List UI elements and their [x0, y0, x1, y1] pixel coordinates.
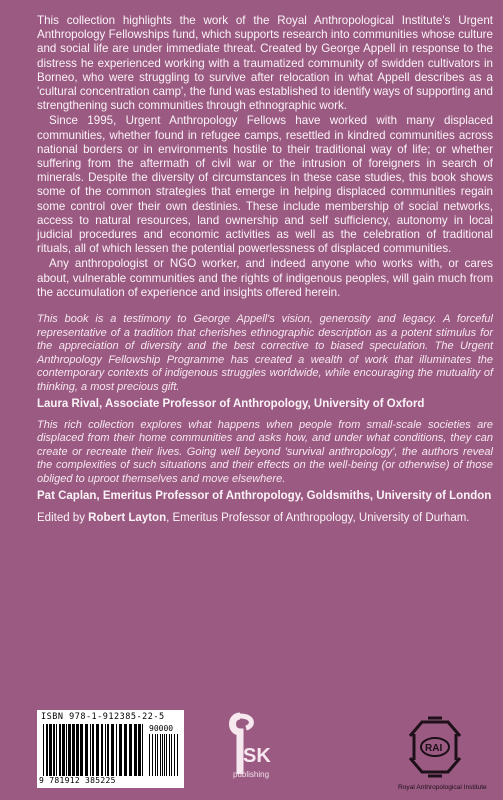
barcode-bar [155, 734, 156, 776]
description-paragraph-3: Any anthropologist or NGO worker, and indeed anyone who works with, or cares about, vulnerable communities and the rights of indigenous peoples, will gain much from the accumulation of experience and insights offered herein. [37, 257, 493, 299]
publisher-name: publishing [233, 770, 270, 779]
barcode-bar [76, 724, 79, 776]
barcode-bar [134, 724, 137, 776]
isbn-barcode [37, 710, 184, 788]
barcode-bar [160, 734, 161, 776]
barcode-bar [66, 724, 67, 776]
rai-logo-letters: RAI [425, 743, 443, 754]
barcode-bar [111, 724, 114, 776]
barcode-bar [68, 724, 71, 776]
barcode-bar [59, 724, 61, 776]
barcode-number: 9 781912 385225 [39, 776, 116, 785]
description-paragraph-2: Since 1995, Urgent Anthropology Fellows have worked with many displaced communities, whether found in refugee camps, resettled in kindred communities across national borders or in environments hostile to their traditional way of life; or whether suffering from the aftermath of civil war or the intrusion of foreigners in search of minerals. Despite the diversity of circumstances in these case studies, this book shows some of the common strategies that emerge in helping displaced communities regain some control over their own destinies. These include membership of social networks, access to natural resources, land ownership and self sufficiency, autonomy in local judicial procedures and economic activities as well as the celebration of traditional rituals, all of which lessen the potential powerlessness of displaced communities. [37, 114, 493, 256]
editor-prefix: Edited by [37, 511, 89, 524]
barcode-bar [174, 734, 175, 776]
barcode-bar [157, 734, 158, 776]
barcode-bar [166, 734, 167, 776]
blurb-attribution-2: Pat Caplan, Emeritus Professor of Anthropology, Goldsmiths, University of London [37, 489, 492, 502]
psk-publishing-logo [226, 712, 280, 792]
barcode-bar [56, 724, 57, 776]
barcode-bar [129, 724, 132, 776]
institute-name: Royal Anthropological Institute [398, 784, 487, 791]
barcode-bar [96, 724, 99, 776]
barcode-bar [49, 724, 52, 776]
barcode-bar [46, 724, 48, 776]
barcode-bar [124, 724, 127, 776]
blurb-quote-1: This book is a testimony to George Appell's vision, generosity and legacy. A forceful representative of a tradition that cherishes ethnographic description as a potent stimulus for the appreciation of diversity and the best corrective to biased speculation. The Urgent Anthropology Fellowship Programme has created a wealth of work that illuminates the contemporary contexts of indigenous struggles worldwide, while encouraging the mutuality of thinking, a most precious gift. [37, 313, 493, 394]
psk-logo-letters: SK [243, 745, 271, 767]
barcode-bar [152, 734, 153, 776]
barcode-bar [101, 724, 103, 776]
barcode-bar [43, 724, 44, 776]
barcode-bar [169, 734, 170, 776]
blurb-attribution-1: Laura Rival, Associate Professor of Anthropology, University of Oxford [37, 397, 425, 410]
barcode-bar [142, 724, 143, 776]
barcode-bar [171, 734, 172, 776]
barcode-bars-icon [43, 724, 145, 776]
barcode-bar [92, 724, 94, 776]
barcode-bar [53, 724, 55, 776]
barcode-bar [72, 724, 75, 776]
editor-suffix: , Emeritus Professor of Anthropology, University of Durham. [166, 511, 470, 524]
back-cover-content [37, 14, 493, 525]
barcode-bar [162, 734, 163, 776]
barcode-bar [62, 724, 65, 776]
barcode-bar [177, 734, 178, 776]
barcode-bar [107, 724, 109, 776]
editor-credit [37, 511, 493, 525]
barcode-bar [138, 724, 141, 776]
barcode-bar [105, 724, 106, 776]
description-paragraph-1: This collection highlights the work of the Royal Anthropological Institute's Urgent Anthropology Fellowships fund, which supports research into communities whose culture and social life are under immediate threat. Created by George Appell in response to the distress he experienced working with a traumatized community of swidden cultivators in Borneo, who were struggling to survive after relocation in what Appell describes as a 'cultural concentration camp', the fund was established to identify ways of supporting and strengthening such communities through ethnographic work. [37, 14, 493, 113]
barcode-bar [85, 724, 88, 776]
blurb-quote-2: This rich collection explores what happens when people from small-scale societies are displaced from their home communities and asks how, and under what conditions, they can create or recreate their lives. Going well beyond 'survival anthropology', the authors reveal the complexities of such situations and their effects on the well-being (or otherwise) of those obliged to uproot themselves and move elsewhere. [37, 418, 493, 485]
isbn-label: ISBN 978-1-912385-22-5 [41, 712, 165, 722]
barcode-bar [119, 724, 122, 776]
barcode-bar [149, 734, 150, 776]
price-code: 90000 [149, 724, 174, 733]
barcode-bar [90, 724, 91, 776]
editor-name: Robert Layton [88, 511, 167, 524]
barcode-bar [164, 734, 165, 776]
barcode-bar [116, 724, 117, 776]
rai-logo [400, 712, 470, 782]
price-barcode-bars-icon [149, 734, 179, 776]
barcode-bar [80, 724, 83, 776]
